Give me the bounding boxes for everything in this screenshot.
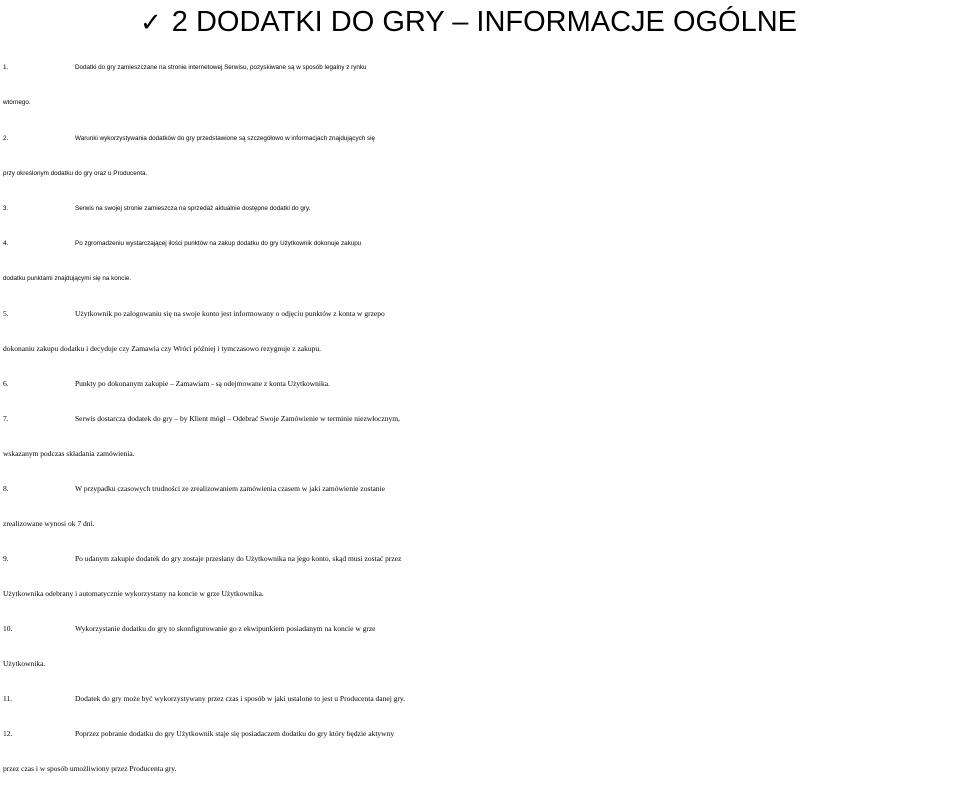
item-text-line-2: zrealizowane wynosi ok 7 dni. — [3, 519, 95, 528]
item-text-line-1: Dodatek do gry może być wykorzystywany przez czas i sposób w jaki ustalone to jest u Producenta danej gry. — [75, 694, 406, 703]
item-number: 12. — [3, 729, 13, 738]
item-text-line-1: Punkty po dokonanym zakupie – Zamawiam - są odejmowane z konta Użytkownika. — [75, 379, 330, 388]
item-number: 3. — [3, 205, 9, 212]
list-item-6 — [3, 366, 960, 401]
checkmark-icon: ✓ — [140, 8, 162, 38]
item-number: 8. — [3, 484, 9, 493]
item-text-line-2: wskazanym podczas składania zamówienia. — [3, 449, 135, 458]
item-text-line-1: Użytkownik po zalogowaniu się na swoje konto jest informowany o odjęciu punktów z konta w grzepo — [75, 309, 385, 318]
item-text-line-1: Serwis na swojej stronie zamieszcza na sprzedaż aktualnie dostępne dodatki do gry. — [75, 205, 311, 212]
item-number: 2. — [3, 135, 9, 142]
list-item-2 — [3, 121, 960, 191]
item-text-line-1: Wykorzystanie dodatku do gry to skonfigurowanie go z ekwipunkiem posiadanym na koncie w grze — [75, 624, 376, 633]
item-text-line-1: Po udanym zakupie dodatek do gry zostaje przesłany do Użytkownika na jego konto, skąd musi zostać przez — [75, 554, 402, 563]
item-number: 7. — [3, 414, 9, 423]
item-text-line-2: dodatku punktami znajdującymi się na koncie. — [3, 275, 132, 282]
item-number: 11. — [3, 694, 13, 703]
list-item-11 — [3, 681, 960, 716]
item-number: 10. — [3, 624, 13, 633]
item-text-line-2: Użytkownika odebrany i automatycznie wykorzystany na koncie w grze Użytkownika. — [3, 589, 264, 598]
item-text-line-2: Użytkownika. — [3, 659, 46, 668]
list-item-8 — [3, 471, 960, 541]
item-text-line-1: Po zgromadzeniu wystarczającej ilości punktów na zakup dodatku do gry Użytkownik dokonuje zakupu — [75, 240, 362, 247]
section-heading — [140, 2, 797, 43]
item-text-line-1: Dodatki do gry zamieszczane na stronie internetowej Serwisu, pozyskiwane są w sposób legalny z rynku — [75, 64, 367, 71]
item-number: 4. — [3, 240, 9, 247]
list-item-5 — [3, 296, 960, 366]
list-item-10 — [3, 611, 960, 681]
list-item-1 — [3, 50, 960, 120]
list-item-3 — [3, 191, 960, 226]
list-item-12 — [3, 716, 960, 786]
item-number: 1. — [3, 64, 9, 71]
item-text-line-2: przez czas i w sposób umożliwiony przez Producenta gry. — [3, 764, 177, 773]
item-text-line-1: Warunki wykorzystywania dodatków do gry przedstawione są szczegółowo w informacjach znajdujących się — [75, 135, 376, 142]
list-item-9 — [3, 541, 960, 611]
item-text-line-1: W przypadku czasowych trudności ze zrealizowaniem zamówienia czasem w jaki zamówienie zostanie — [75, 484, 385, 493]
item-text-line-1: Serwis dostarcza dodatek do gry – by Klient mógł – Odebrać Swoje Zamówienie w terminie niezwłocznym, — [75, 414, 400, 423]
list-item-7 — [3, 401, 960, 471]
item-text-line-2: wtórnego. — [3, 99, 31, 106]
item-text-line-2: dokonaniu zakupu dodatku i decyduje czy Zamawia czy Wróci później i tymczasowo rezygnuje z zakupu. — [3, 344, 321, 353]
list-item-4 — [3, 226, 960, 296]
item-number: 9. — [3, 554, 9, 563]
item-text-line-2: przy określonym dodatku do gry oraz u Producenta. — [3, 170, 148, 177]
section-title: 2 DODATKI DO GRY – INFORMACJE OGÓLNE — [171, 6, 798, 38]
item-number: 6. — [3, 379, 9, 388]
item-text-line-1: Poprzez pobranie dodatku do gry Użytkownik staje się posiadaczem dodatku do gry który będzie aktywny — [75, 729, 395, 738]
item-number: 5. — [3, 309, 9, 318]
